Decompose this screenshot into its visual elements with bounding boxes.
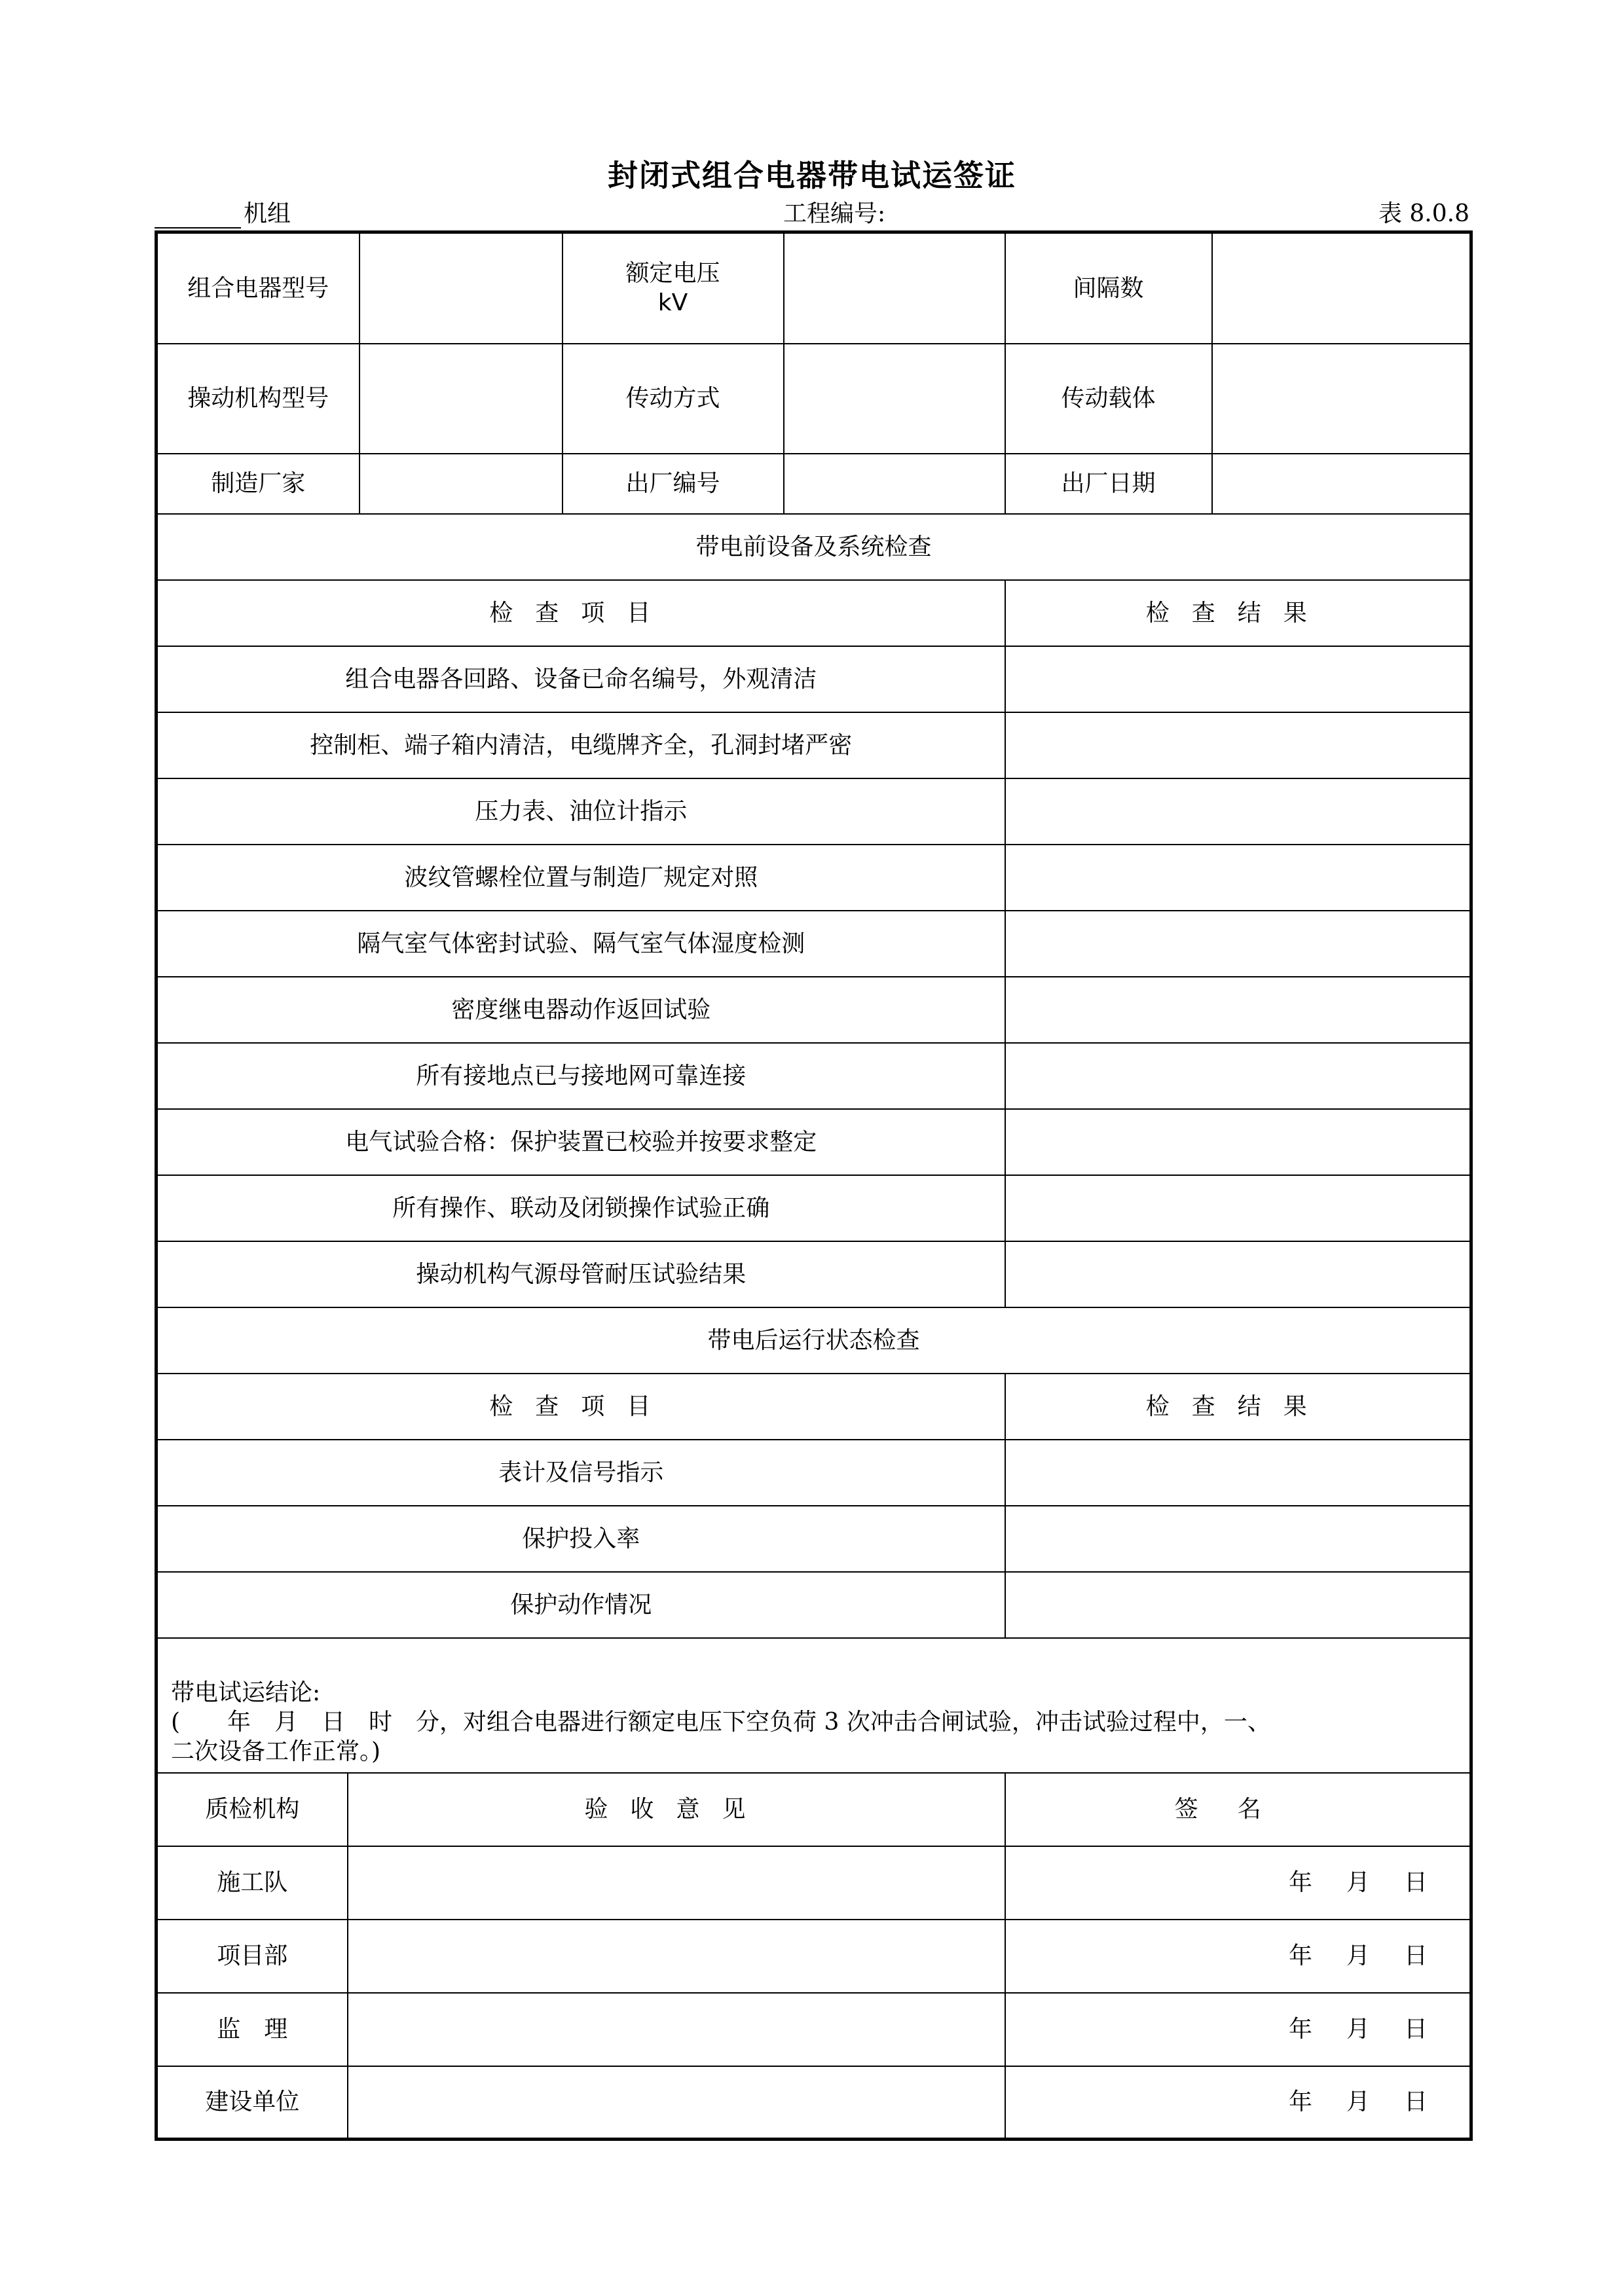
- sign-off-form: [155, 230, 1473, 2141]
- signoff-org: 施工队: [157, 1846, 348, 1920]
- date-month: 月: [1346, 2088, 1370, 2116]
- check-item: 控制柜、端子箱内清洁，电缆牌齐全，孔洞封堵严密: [157, 712, 1005, 778]
- check-result[interactable]: [1005, 1506, 1471, 1572]
- check-item: 保护投入率: [157, 1506, 1005, 1572]
- check-item: 操动机构气源母管耐压试验结果: [157, 1241, 1005, 1307]
- info-row: [157, 344, 1471, 454]
- check-item: 所有接地点已与接地网可靠连接: [157, 1043, 1005, 1109]
- unit-suffix: 机组: [244, 200, 291, 227]
- check-result[interactable]: [1005, 646, 1471, 712]
- check-item: 密度继电器动作返回试验: [157, 977, 1005, 1043]
- date-day: 日: [1404, 1869, 1428, 1896]
- section-title: 带电前设备及系统检查: [157, 514, 1471, 580]
- signoff-row: [157, 1846, 1471, 1920]
- signoff-row: [157, 1993, 1471, 2066]
- signoff-row: [157, 2066, 1471, 2140]
- info-label: 出厂日期: [1005, 454, 1212, 514]
- check-result[interactable]: [1005, 1440, 1471, 1506]
- info-label: [563, 232, 784, 344]
- signoff-date[interactable]: [1005, 1846, 1471, 1920]
- column-header-item: 检查项目: [157, 580, 1005, 646]
- check-result[interactable]: [1005, 1109, 1471, 1175]
- check-result[interactable]: [1005, 712, 1471, 778]
- check-result[interactable]: [1005, 911, 1471, 977]
- info-row: [157, 454, 1471, 514]
- date-day: 日: [1404, 2088, 1428, 2116]
- check-result[interactable]: [1005, 1572, 1471, 1638]
- info-value[interactable]: [784, 454, 1005, 514]
- signoff-date[interactable]: [1005, 2066, 1471, 2140]
- info-label: 传动载体: [1005, 344, 1212, 454]
- check-row: [157, 977, 1471, 1043]
- info-value[interactable]: [784, 232, 1005, 344]
- check-item: 保护动作情况: [157, 1572, 1005, 1638]
- info-value[interactable]: [1212, 232, 1471, 344]
- info-value[interactable]: [1212, 344, 1471, 454]
- info-label: 间隔数: [1005, 232, 1212, 344]
- signoff-row: [157, 1920, 1471, 1993]
- check-item: 隔气室气体密封试验、隔气室气体湿度检测: [157, 911, 1005, 977]
- check-result[interactable]: [1005, 1175, 1471, 1241]
- signoff-opinion[interactable]: [348, 1993, 1005, 2066]
- date-year: 年: [1288, 1942, 1312, 1969]
- check-result[interactable]: [1005, 778, 1471, 845]
- check-row: [157, 1506, 1471, 1572]
- column-header-org: 质检机构: [157, 1773, 348, 1846]
- check-item: 所有操作、联动及闭锁操作试验正确: [157, 1175, 1005, 1241]
- signoff-org: 监 理: [157, 1993, 348, 2066]
- check-row: [157, 712, 1471, 778]
- column-header-result: 检查结果: [1005, 580, 1471, 646]
- check-result[interactable]: [1005, 1043, 1471, 1109]
- check-item: 组合电器各回路、设备已命名编号，外观清洁: [157, 646, 1005, 712]
- check-row: [157, 1241, 1471, 1307]
- date-month: 月: [1346, 1942, 1370, 1969]
- info-value[interactable]: [360, 344, 563, 454]
- check-result[interactable]: [1005, 977, 1471, 1043]
- check-row: [157, 845, 1471, 911]
- date-month: 月: [1346, 2016, 1370, 2043]
- section-title: 带电后运行状态检查: [157, 1307, 1471, 1374]
- info-value[interactable]: [360, 232, 563, 344]
- column-header-opinion: 验收意见: [348, 1773, 1005, 1846]
- signoff-date[interactable]: [1005, 1993, 1471, 2066]
- signoff-opinion[interactable]: [348, 2066, 1005, 2140]
- check-row: [157, 911, 1471, 977]
- unit-blank[interactable]: [155, 204, 241, 228]
- conclusion-cell[interactable]: [157, 1638, 1471, 1773]
- check-result[interactable]: [1005, 845, 1471, 911]
- signoff-org: 项目部: [157, 1920, 348, 1993]
- check-result[interactable]: [1005, 1241, 1471, 1307]
- check-row: [157, 1572, 1471, 1638]
- table-number: 表 8.0.8: [1378, 200, 1469, 227]
- rated-voltage-unit: kV: [657, 289, 688, 317]
- date-month: 月: [1346, 1869, 1370, 1896]
- info-label: 出厂编号: [563, 454, 784, 514]
- conclusion-text: ( 年 月 日 时 分，对组合电器进行额定电压下空负荷 3 次冲击合闸试验，冲击试验过程中，一、二次设备工作正常。): [171, 1708, 1271, 1765]
- check-item: 压力表、油位计指示: [157, 778, 1005, 845]
- check-row: [157, 778, 1471, 845]
- check-row: [157, 1440, 1471, 1506]
- check-row: [157, 1109, 1471, 1175]
- check-row: [157, 646, 1471, 712]
- check-item: 波纹管螺栓位置与制造厂规定对照: [157, 845, 1005, 911]
- check-item: 表计及信号指示: [157, 1440, 1005, 1506]
- column-header-item: 检查项目: [157, 1374, 1005, 1440]
- info-label: 组合电器型号: [157, 232, 360, 344]
- date-year: 年: [1288, 2016, 1312, 2043]
- info-label: 操动机构型号: [157, 344, 360, 454]
- column-header-signature: 签名: [1005, 1773, 1471, 1846]
- date-day: 日: [1404, 2016, 1428, 2043]
- signoff-opinion[interactable]: [348, 1846, 1005, 1920]
- project-no-label: 工程编号:: [783, 200, 886, 227]
- date-day: 日: [1404, 1942, 1428, 1969]
- column-header-result: 检查结果: [1005, 1374, 1471, 1440]
- info-row: [157, 232, 1471, 344]
- date-year: 年: [1288, 2088, 1312, 2116]
- check-item: 电气试验合格：保护装置已校验并按要求整定: [157, 1109, 1005, 1175]
- info-value[interactable]: [784, 344, 1005, 454]
- info-value[interactable]: [1212, 454, 1471, 514]
- check-row: [157, 1043, 1471, 1109]
- date-year: 年: [1288, 1869, 1312, 1896]
- form-title: 封闭式组合电器带电试运签证: [608, 158, 1016, 193]
- info-value[interactable]: [360, 454, 563, 514]
- info-label: 制造厂家: [157, 454, 360, 514]
- rated-voltage-label: 额定电压: [625, 260, 720, 287]
- signoff-date[interactable]: [1005, 1920, 1471, 1993]
- signoff-opinion[interactable]: [348, 1920, 1005, 1993]
- conclusion-label: 带电试运结论:: [171, 1679, 321, 1706]
- signoff-org: 建设单位: [157, 2066, 348, 2140]
- info-label: 传动方式: [563, 344, 784, 454]
- unit-field: [155, 195, 291, 228]
- check-row: [157, 1175, 1471, 1241]
